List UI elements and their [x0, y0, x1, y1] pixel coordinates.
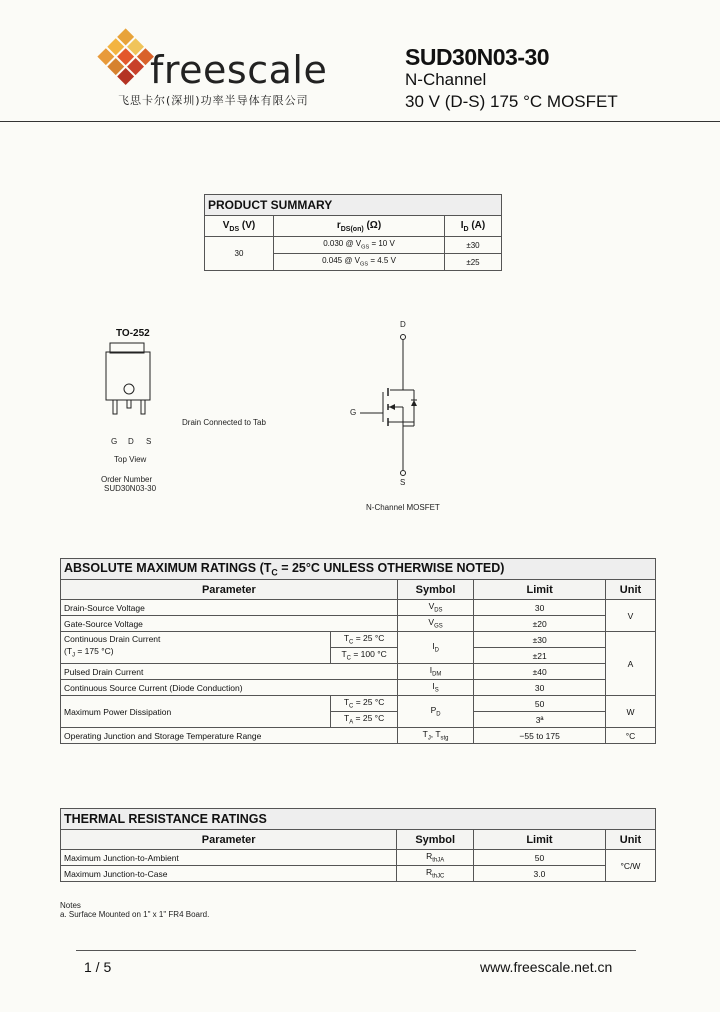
- part-number-title: SUD30N03-30: [405, 44, 550, 70]
- table-row: Pulsed Drain Current $I_{DM}$ ±40: [61, 664, 656, 680]
- table-row: $T_A = 25$ °C 3ª: [61, 712, 656, 728]
- col-limit: Limit: [474, 580, 606, 600]
- abs-max-title: ABSOLUTE MAXIMUM RATINGS ($T_C = 25^\circ C$ UNLESS OTHERWISE NOTED): [61, 559, 656, 580]
- notes-label: Notes: [60, 901, 81, 910]
- col-vds: $V_{DS}$ (V): [205, 216, 274, 237]
- logo-chinese-name: 飞思卡尔(深圳)功率半导体有限公司: [118, 94, 309, 107]
- table-row: $T_C = 100$ °C ±21: [61, 648, 656, 664]
- table-row: Maximum Junction-to-Case $R_{thJC}$ 3.0: [61, 866, 656, 882]
- id-value: ±30: [445, 237, 502, 254]
- channel-type: N-Channel: [405, 70, 487, 89]
- order-number-label: Order Number: [101, 475, 153, 484]
- mosfet-caption: N-Channel MOSFET: [366, 503, 440, 512]
- col-parameter: Parameter: [61, 830, 397, 850]
- product-summary-table: [204, 194, 502, 271]
- col-symbol: Symbol: [397, 580, 474, 600]
- to252-package-drawing: [100, 340, 160, 420]
- col-rds: $r_{DS(on)}$ (Ω): [274, 216, 445, 237]
- pin-label-s: S: [146, 437, 152, 446]
- product-summary-title: PRODUCT SUMMARY: [205, 195, 502, 216]
- thermal-title: THERMAL RESISTANCE RATINGS: [61, 809, 656, 830]
- id-value: ±25: [445, 254, 502, 271]
- pin-label-d: D: [128, 437, 134, 446]
- col-unit: Unit: [605, 830, 655, 850]
- table-row: Operating Junction and Storage Temperature Range $T_J$, $T_{stg}$ −55 to 175 °C: [61, 728, 656, 744]
- thermal-resistance-table: [60, 808, 656, 882]
- package-name: TO-252: [116, 328, 150, 339]
- device-description: 30 V (D-S) 175 °C MOSFET: [405, 92, 618, 111]
- top-view-label: Top View: [114, 455, 147, 464]
- absolute-max-ratings-table: [60, 558, 656, 744]
- table-row: Drain-Source Voltage $V_{DS}$ 30 V: [61, 600, 656, 616]
- pin-label-g: G: [111, 437, 118, 446]
- source-label: S: [400, 478, 406, 487]
- col-id: $I_D$ (A): [445, 216, 502, 237]
- n-channel-mosfet-symbol: [360, 330, 430, 480]
- gate-label: G: [350, 408, 357, 417]
- table-row: [205, 237, 502, 254]
- logo-wordmark: freescale: [150, 48, 328, 92]
- col-parameter: Parameter: [61, 580, 398, 600]
- drain-tab-note: Drain Connected to Tab: [182, 418, 266, 427]
- table-row: Maximum Power Dissipation $T_C = 25$ °C $P_D$ 50 W: [61, 696, 656, 712]
- table-row: Continuous Drain Current ($T_J = 175$ °C) $T_C = 25$ °C $I_D$ ±30 A: [61, 632, 656, 648]
- order-number-value: SUD30N03-30: [104, 484, 157, 493]
- col-symbol: Symbol: [397, 830, 474, 850]
- rds-value: 0.045 @ $V_{GS} = 4.5$ V: [274, 254, 445, 271]
- rds-value: 0.030 @ $V_{GS} = 10$ V: [274, 237, 445, 254]
- table-row: Continuous Source Current (Diode Conduction) $I_S$ 30: [61, 680, 656, 696]
- vds-value: 30: [205, 237, 274, 271]
- footer-divider: [76, 950, 636, 951]
- notes-item: a. Surface Mounted on 1" x 1" FR4 Board.: [60, 910, 210, 919]
- table-row: Maximum Junction-to-Ambient $R_{thJA}$ 50 °C/W: [61, 850, 656, 866]
- col-unit: Unit: [605, 580, 655, 600]
- header-divider: [0, 121, 720, 122]
- footer-url[interactable]: www.freescale.net.cn: [480, 959, 613, 975]
- page-number: 1 / 5: [84, 959, 112, 975]
- drain-label: D: [400, 320, 406, 329]
- col-limit: Limit: [474, 830, 606, 850]
- table-row: Gate-Source Voltage $V_{GS}$ ±20: [61, 616, 656, 632]
